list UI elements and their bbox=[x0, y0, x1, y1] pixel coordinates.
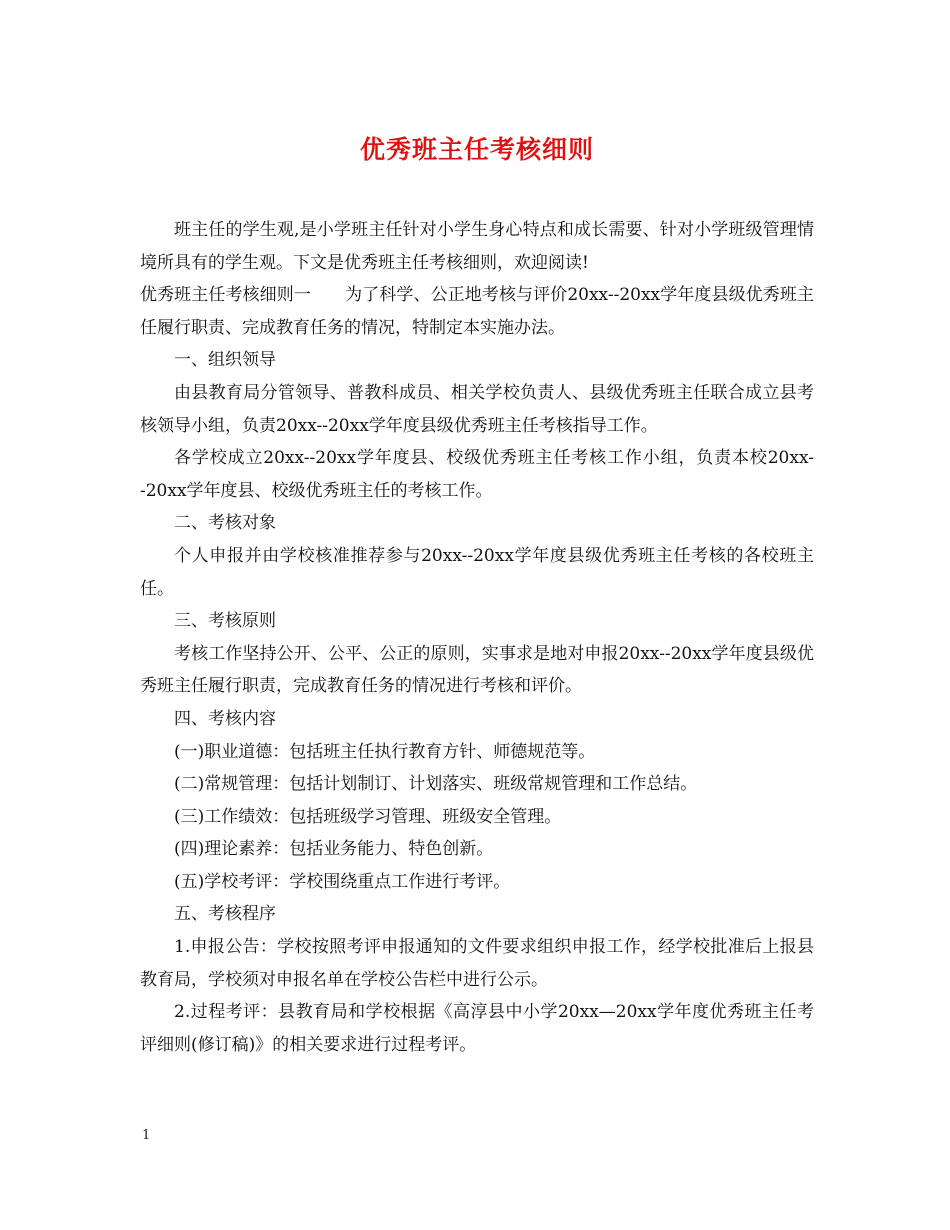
paragraph: 二、考核对象 bbox=[174, 513, 276, 534]
paragraph: (二)常规管理：包括计划制订、计划落实、班级常规管理和工作总结。 bbox=[174, 774, 698, 795]
paragraph: 2.过程考评：县教育局和学校根据《高淳县中小学20xx—20xx学年度优秀班主任考评细则(修订稿)》的相关要求进行过程考评。 bbox=[140, 1002, 814, 1055]
paragraph: 一、组织领导 bbox=[174, 350, 276, 371]
paragraph: 个人申报并由学校核准推荐参与20xx--20xx学年度县级优秀班主任考核的各校班主任。 bbox=[140, 545, 814, 599]
paragraph: 四、考核内容 bbox=[174, 708, 276, 729]
page-number: 1 bbox=[142, 1128, 151, 1143]
paragraph: 优秀班主任考核细则一 为了科学、公正地考核与评价20xx--20xx学年度县级优秀班主任履行职责、完成教育任务的情况，特制定本实施办法。 bbox=[140, 285, 814, 338]
document-body bbox=[140, 214, 814, 1061]
paragraph: 由县教育局分管领导、普教科成员、相关学校负责人、县级优秀班主任联合成立县考核领导小组，负责20xx--20xx学年度县级优秀班主任考核指导工作。 bbox=[140, 382, 814, 436]
paragraph: 1.申报公告：学校按照考评申报通知的文件要求组织申报工作，经学校批准后上报县教育局，学校须对申报名单在学校公告栏中进行公示。 bbox=[140, 937, 814, 990]
paragraph: (三)工作绩效：包括班级学习管理、班级安全管理。 bbox=[174, 806, 562, 827]
paragraph: 班主任的学生观,是小学班主任针对小学生身心特点和成长需要、针对小学班级管理情境所具有的学生观。下文是优秀班主任考核细则，欢迎阅读! bbox=[140, 220, 814, 273]
paragraph: (四)理论素养：包括业务能力、特色创新。 bbox=[174, 839, 494, 860]
paragraph: 三、考核原则 bbox=[174, 611, 276, 632]
paragraph: (五)学校考评：学校围绕重点工作进行考评。 bbox=[174, 871, 511, 892]
paragraph: (一)职业道德：包括班主任执行教育方针、师德规范等。 bbox=[174, 741, 596, 762]
paragraph: 五、考核程序 bbox=[174, 904, 276, 925]
document-title: 优秀班主任考核细则 bbox=[359, 135, 594, 164]
paragraph: 考核工作坚持公开、公平、公正的原则，实事求是地对申报20xx--20xx学年度县级优秀班主任履行职责，完成教育任务的情况进行考核和评价。 bbox=[140, 643, 814, 697]
paragraph: 各学校成立20xx--20xx学年度县、校级优秀班主任考核工作小组，负责本校20xx--20xx学年度县、校级优秀班主任的考核工作。 bbox=[140, 448, 814, 501]
